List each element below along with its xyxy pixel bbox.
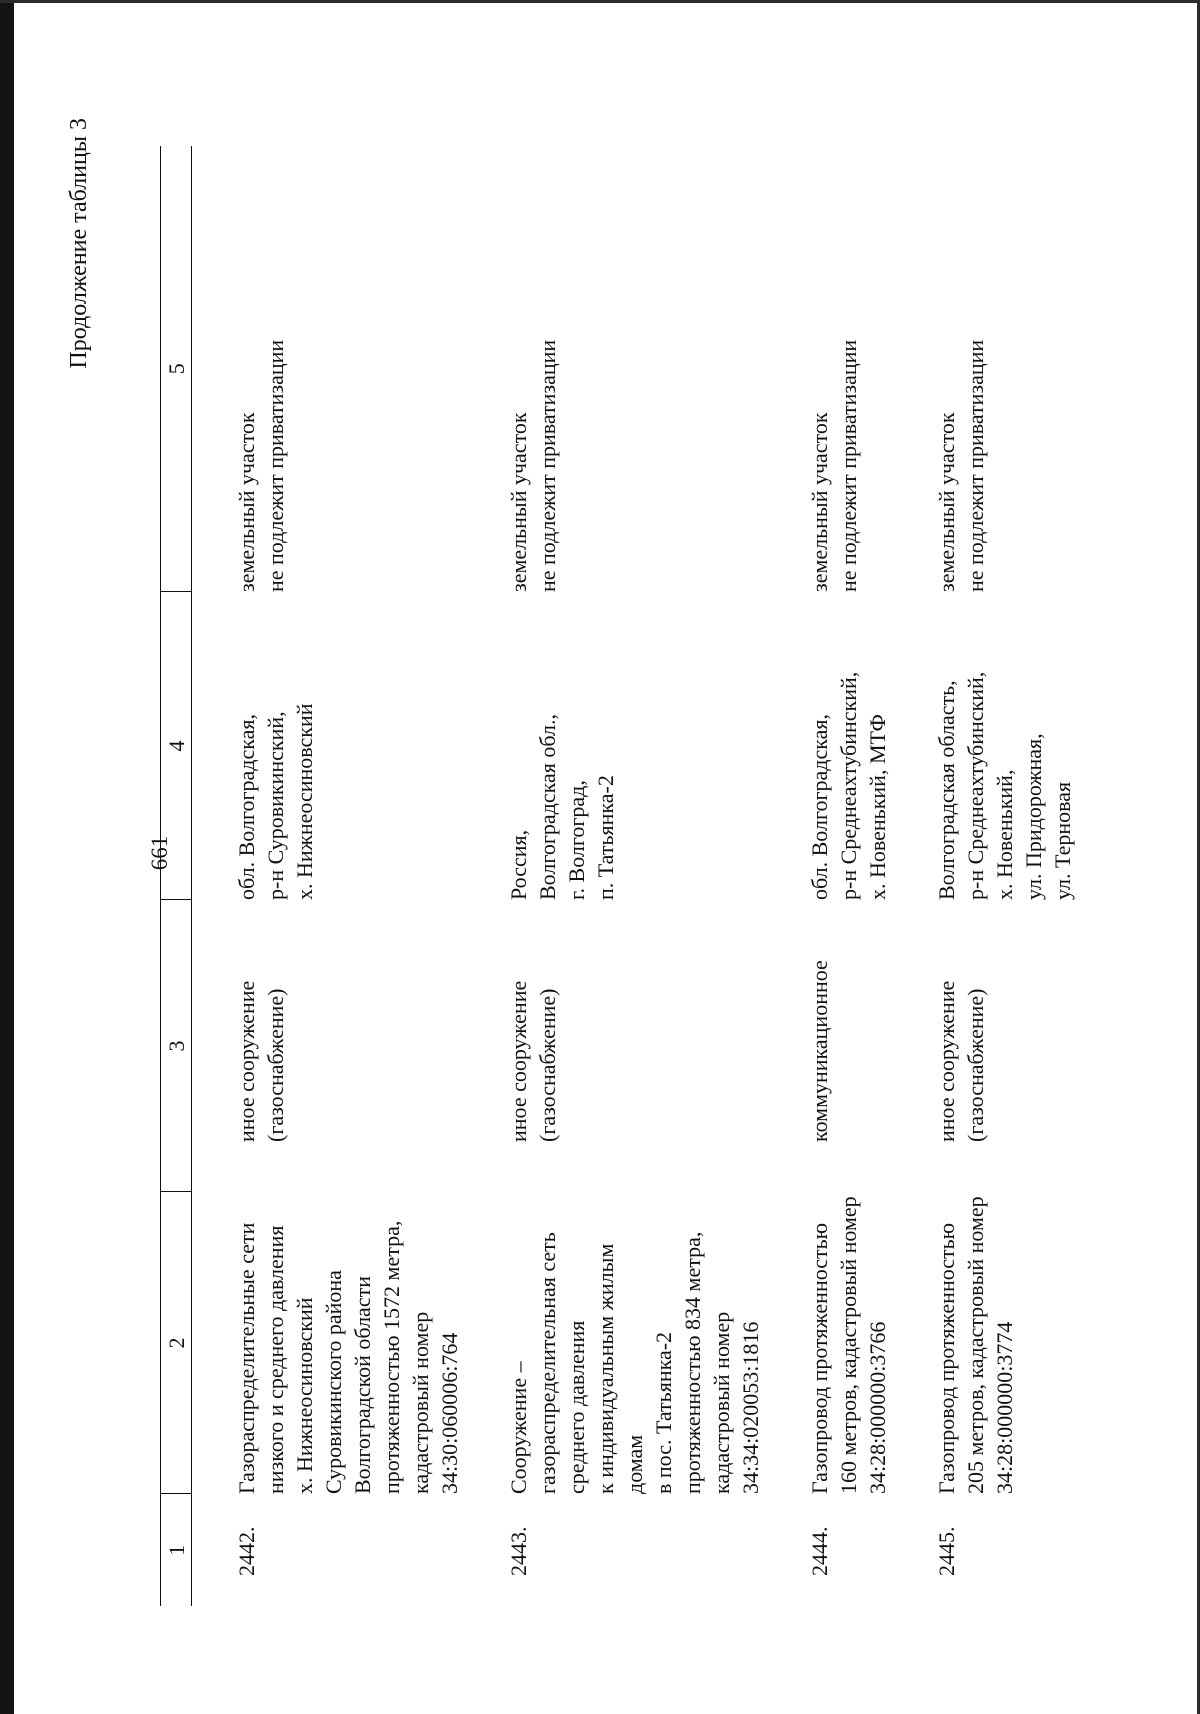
column-header-1: 1 bbox=[161, 1494, 192, 1606]
column-header-5: 5 bbox=[161, 146, 192, 592]
object-note: земельный участок не подлежит приватизации bbox=[506, 339, 560, 592]
property-table bbox=[160, 146, 1077, 1606]
row-number: 2445. bbox=[934, 1526, 959, 1576]
table-row bbox=[765, 146, 892, 1606]
row-number: 2444. bbox=[807, 1526, 832, 1576]
table-header-row bbox=[161, 146, 192, 1606]
continuation-label: Продолжение таблицы 3 bbox=[66, 118, 92, 369]
row-number: 2443. bbox=[506, 1526, 531, 1576]
object-type: иное сооружение (газоснабжение) bbox=[506, 980, 560, 1142]
table-row bbox=[192, 146, 465, 1606]
object-address: Волгоградская область, р-н Среднеахтубинский, х. Новенький, ул. Придорожная, ул. Терновая bbox=[934, 671, 1075, 900]
scan-edge-left bbox=[0, 0, 14, 1714]
page-number: 661 bbox=[147, 835, 172, 871]
document-sheet bbox=[60, 110, 1125, 1640]
object-type: иное сооружение (газоснабжение) bbox=[234, 980, 288, 1142]
object-name: Газопровод протяженностью 160 метров, кадастровый номер 34:28:000000:3766 bbox=[807, 1196, 890, 1494]
object-name: Газораспределительные сети низкого и среднего давления х. Нижнеосиновский Суровикинского района Волгоградской области протяженностью 1572 метра, кадастровый номер 34:30:060006:764 bbox=[234, 1220, 462, 1494]
scan-edge-top bbox=[0, 0, 1200, 3]
row-number: 2442. bbox=[234, 1526, 259, 1576]
object-address: обл. Волгоградская, р-н Суровикинский, х. Нижнеосиновский bbox=[234, 703, 317, 900]
column-header-4: 4 bbox=[161, 592, 192, 900]
table-row bbox=[464, 146, 765, 1606]
column-header-3: 3 bbox=[161, 900, 192, 1192]
object-type: коммуникационное bbox=[807, 960, 832, 1142]
object-name: Сооружение – газораспределительная сеть среднего давления к индивидуальным жилым домам в пос. Татьянка-2 протяженностью 834 метра, кадастровый номер 34:34:020053:1816 bbox=[506, 1231, 763, 1494]
table-row bbox=[892, 146, 1077, 1606]
object-address: обл. Волгоградская, р-н Среднеахтубинский, х. Новенький, МТФ bbox=[807, 671, 890, 900]
column-header-2: 2 bbox=[161, 1192, 192, 1494]
object-address: Россия, Волгоградская обл., г. Волгоград, п. Татьянка-2 bbox=[506, 714, 618, 900]
object-note: земельный участок не подлежит приватизации bbox=[934, 339, 988, 592]
object-name: Газопровод протяженностью 205 метров, кадастровый номер 34:28:000000:3774 bbox=[934, 1196, 1017, 1494]
object-note: земельный участок не подлежит приватизации bbox=[807, 339, 861, 592]
object-note: земельный участок не подлежит приватизации bbox=[234, 339, 288, 592]
object-type: иное сооружение (газоснабжение) bbox=[934, 980, 988, 1142]
